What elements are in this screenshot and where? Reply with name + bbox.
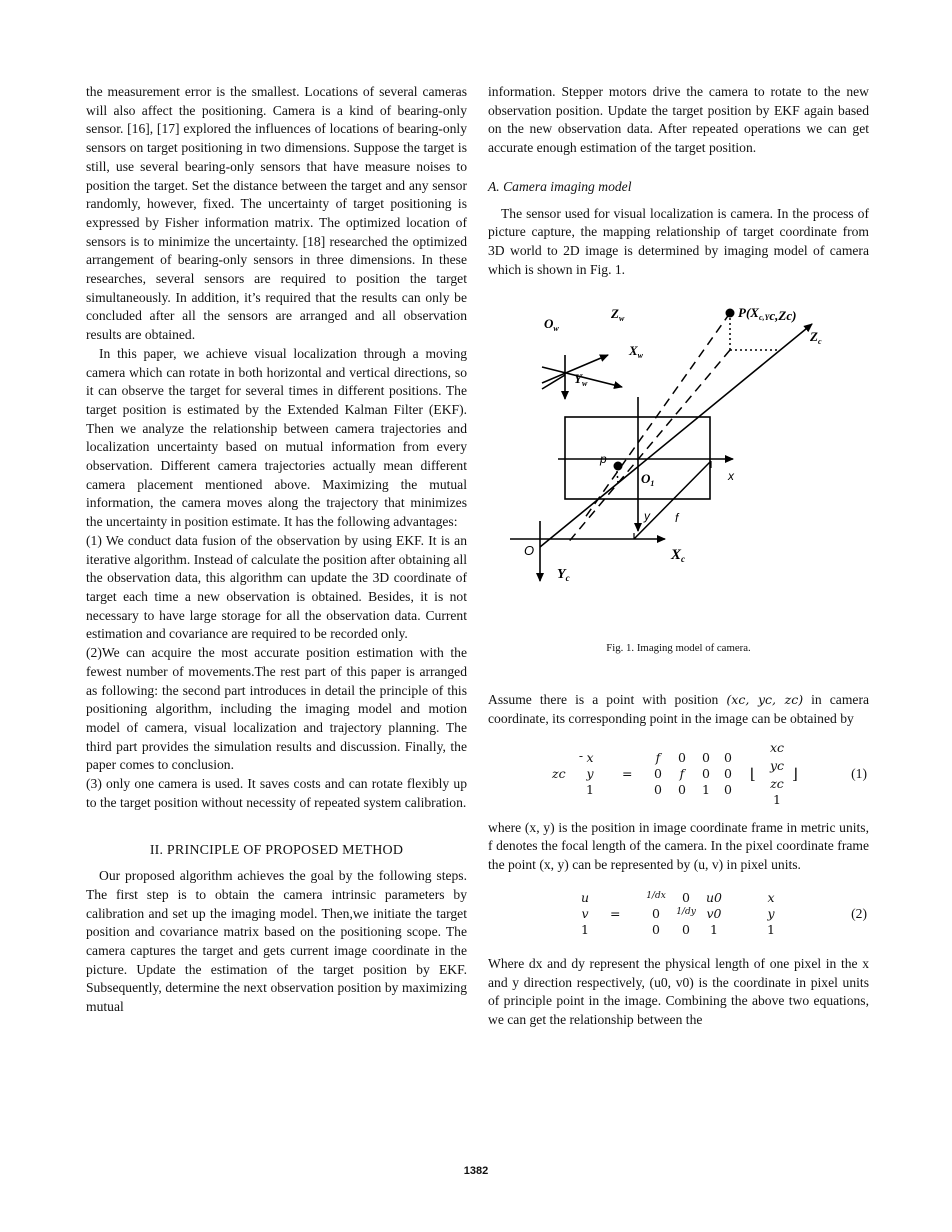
equation-2: u v 1 = 1/dx 0 u0 0 1/dy v0 0 0 1 x y 1 (2)	[580, 889, 867, 937]
paragraph: the measurement error is the smallest. Locations of several cameras will also affect the positioning. Camera is a kind of bearing-only sensor. [16], [17] explored the influences of locations of bearing-only sensors on target positioning in two dimensions. Suppose the target is still, use several bearing-only sensors that have measure noises to position the target. Set the distance between the target and any sensor randomly, however, fixed. The uncertainty of target positioning is expressed by Fisher information matrix. The optimized location of sensors is to minimize the uncertainty. [18] researched the optimized arrangement of bearing-only sensors in three dimensions. In these researches, several sensors are required to position the target simultaneously. In addition, it’s required that the results can only be concluded after all the sensors are arranged and all observation results are obtained.	[86, 84, 467, 343]
page-number: 1382	[463, 1165, 489, 1177]
paragraph: Assume there is a point with position (xc, yc, zc) in camera coordinate, its corresponding point in the image can be obtained by	[488, 692, 870, 727]
advantage-item: (3) only one camera is used. It saves costs and can rotate flexibly up to the target position without necessity of repeated system calibration.	[86, 776, 467, 810]
label-x: x	[728, 469, 734, 484]
label-ow: $O_w$	[544, 316, 559, 334]
equation-number: (1)	[851, 765, 867, 781]
label-xw: $X_w$	[629, 343, 644, 361]
advantage-item: (1) We conduct data fusion of the observation by using EKF. It is an iterative algorithm. Instead of calculate the position after obtaining all the observation data, this algorithm can update the 3D coordinate of target each time a new observation is obtained. Besides, it is not necessary to have large storage for all the observation data. Current estimation and covariance are required to be recorded only.	[86, 532, 467, 642]
camera-model-diagram	[488, 287, 869, 657]
equation-1: zc - x y 1 = f 0 0 0 0 f 0 0 0 0 1 0 ⌊ xc yc zc 1 ⌋ (1)	[552, 739, 867, 807]
subsection-title: A. Camera imaging model	[488, 178, 632, 194]
math-inline: (xc, yc, zc)	[726, 692, 804, 708]
figure-camera-model	[488, 287, 869, 657]
label-yw: $Y_w$	[574, 371, 588, 389]
label-p: p	[600, 452, 607, 467]
world-frame	[542, 355, 622, 399]
label-point-P: $P(X_{c,Y}c,Zc)$	[738, 305, 797, 324]
label-o1: $O_1$	[641, 471, 655, 489]
label-zc: $Z_c$	[810, 329, 822, 347]
point-P	[726, 309, 735, 318]
dotted-p	[617, 471, 618, 483]
projection-lines	[566, 313, 780, 545]
paragraph: The sensor used for visual localization is camera. In the process of picture capture, the mapping relationship of target coordinate from 3D world to 2D image is determined by imaging model of camera which is shown in Fig. 1.	[488, 205, 869, 277]
paragraph: Our proposed algorithm achieves the goal by the following steps. The first step is to obtain the camera intrinsic parameters by calibration and set up the imaging model. Then,we initiate the target position and covariance matrix based on the positioning scope. The camera captures the target and gets current image coordinate in the picture. Update the estimation of the target position by EKF. Subsequently, determine the next observation position by maximizing mutual	[86, 868, 467, 1015]
paragraph: information. Stepper motors drive the camera to rotate to the new observation position. Update the target position by EKF again based on the new observation data. After repeated operations we can get accurate enough estimation of the target position.	[488, 84, 869, 156]
equation-number: (2)	[851, 905, 867, 921]
advantage-item: (2)We can acquire the most accurate position estimation with the fewest number of movements.The rest part of this paper is arranged as following: the second part introduces in detail the principle of this positioning algorithm, including the imaging model and motion model of camera, visual localization and trajectory planning. The third part provides the simulation results and discussion. Finally, the paper comes to conclusion.	[86, 645, 467, 773]
point-p	[614, 462, 623, 471]
paragraph: In this paper, we achieve visual localization through a moving camera which can rotate in both horizontal and vertical directions, so it can observe the target for several times in different positions. The target position is estimated by the Extended Kalman Filter (EKF). Then we analyze the relationship between camera trajectories and localization uncertainty based on mutual information from every observation. Different camera trajectories actually mean different camera placement mentioned above. Maximizing the mutual information, the camera moves along the trajectory that minimizes the uncertainty in position estimate. It has the following advantages:	[86, 345, 467, 530]
left-column	[86, 83, 467, 1017]
dashed-ray-1	[584, 313, 730, 519]
label-f: f	[675, 511, 679, 526]
label-y: y	[644, 509, 650, 524]
eq1-scale: zc	[552, 765, 566, 781]
paragraph: where (x, y) is the position in image coordinate frame in metric units, f denotes the focal length of the camera. In the pixel coordinate frame the point (x, y) can be represented by (u, v) in pixel units.	[488, 819, 869, 873]
section-title: II. PRINCIPLE OF PROPOSED METHOD	[149, 843, 404, 859]
label-zw: $Z_w$	[611, 306, 625, 324]
label-xc: $X_c$	[671, 547, 686, 565]
label-yc: $Y_c$	[557, 567, 570, 584]
figure-caption: Fig. 1. Imaging model of camera.	[606, 642, 751, 655]
paragraph: Where dx and dy represent the physical length of one pixel in the x and y direction respectively, (u0, v0) is the coordinate in pixel units of principle point in the image. Combining the above two equations, we can get the relationship between the	[488, 955, 869, 1027]
label-o: O	[524, 543, 535, 559]
right-column	[488, 83, 869, 1030]
